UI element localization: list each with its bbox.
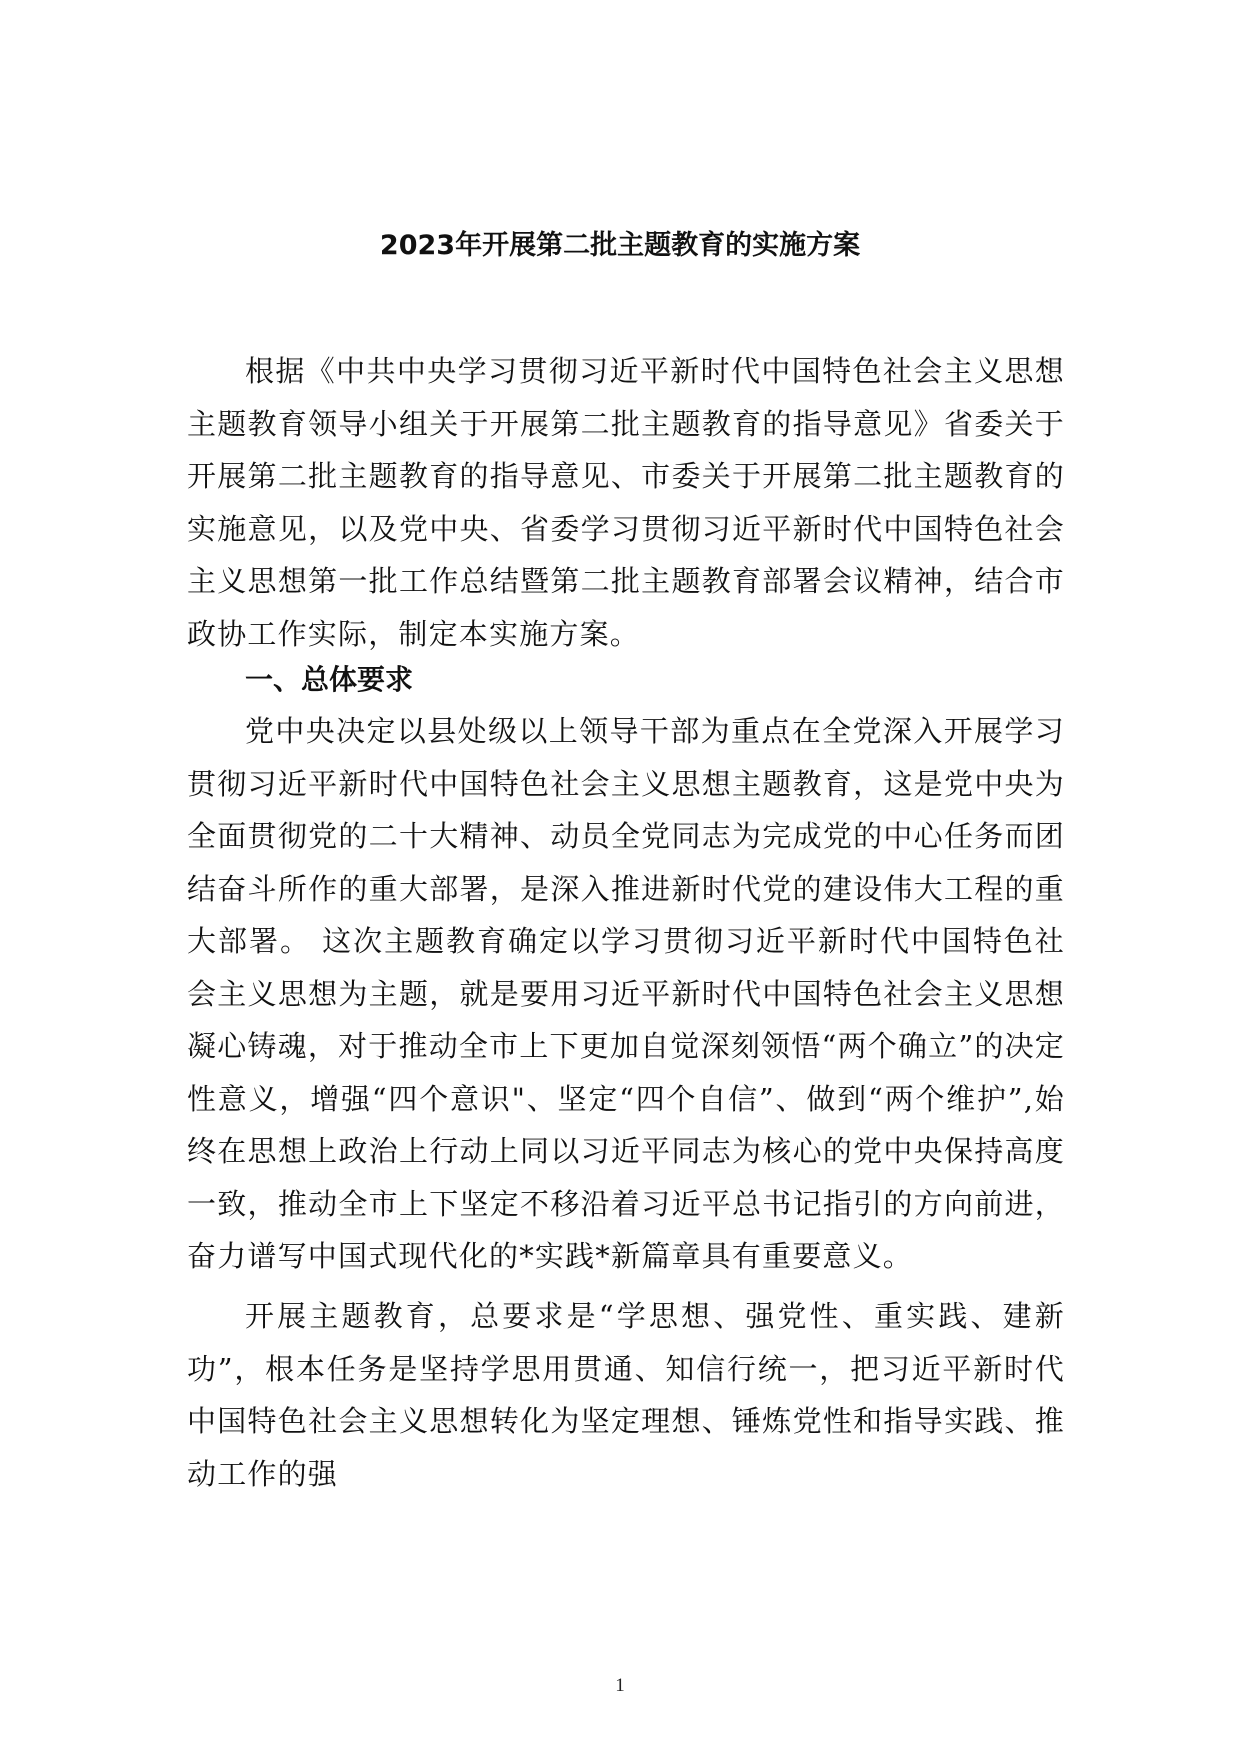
paragraph-1-block — [187, 705, 1065, 1283]
document-title: 2023年开展第二批主题教育的实施方案 — [379, 230, 861, 261]
page-number: 1 — [615, 1675, 625, 1696]
intro-paragraph-block — [187, 345, 1065, 660]
intro-paragraph: 根据《中共中央学习贯彻习近平新时代中国特色社会主义思想主题教育领导小组关于开展第二批主题教育的指导意见》省委关于开展第二批主题教育的指导意见、市委关于开展第二批主题教育的实施意见，以及党中央、省委学习贯彻习近平新时代中国特色社会主义思想第一批工作总结暨第二批主题教育部署会议精神，结合市政协工作实际，制定本实施方案。 — [187, 354, 1065, 651]
paragraph-2-block — [187, 1290, 1065, 1500]
paragraph-1: 党中央决定以县处级以上领导干部为重点在全党深入开展学习贯彻习近平新时代中国特色社会主义思想主题教育，这是党中央为全面贯彻党的二十大精神、动员全党同志为完成党的中心任务而团结奋斗所作的重大部署，是深入推进新时代党的建设伟大工程的重大部署。 这次主题教育确定以学习贯彻习近平新时代中国特色社会主义思想为主题，就是要用习近平新时代中国特色社会主义思想凝心铸魂，对于推动全市上下更加自觉深刻领悟“两个确立”的决定性意义，增强“四个意识"、坚定“四个自信”、做到“两个维护”,始终在思想上政治上行动上同以习近平同志为核心的党中央保持高度一致，推动全市上下坚定不移沿着习近平总书记指引的方向前进，奋力谱写中国式现代化的*实践*新篇章具有重要意义。 — [187, 714, 1065, 1273]
paragraph-2: 开展主题教育，总要求是“学思想、强党性、重实践、建新功”，根本任务是坚持学思用贯通、知信行统一，把习近平新时代中国特色社会主义思想转化为坚定理想、锤炼党性和指导实践、推动工作的强 — [187, 1299, 1065, 1491]
section-heading: 一、总体要求 — [245, 663, 414, 696]
